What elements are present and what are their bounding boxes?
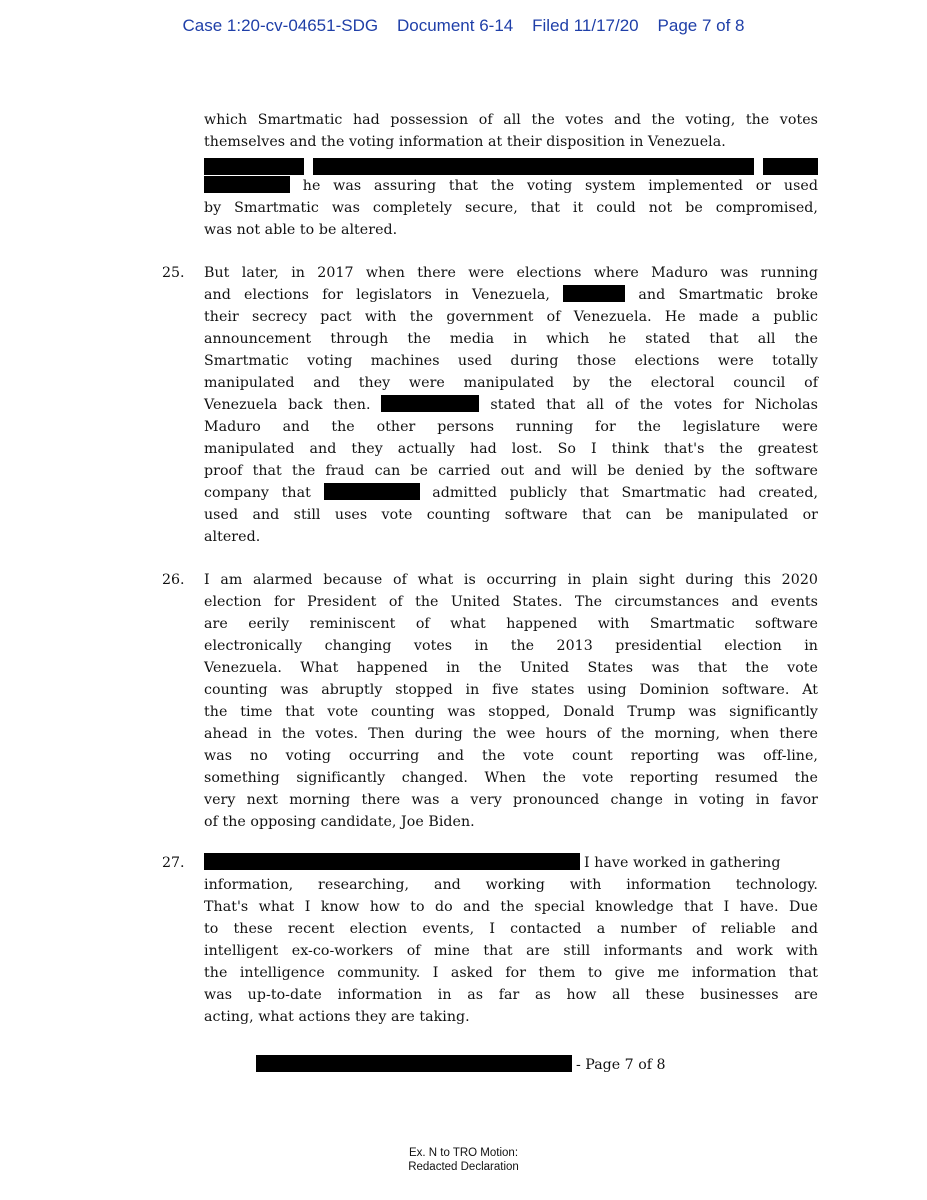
redaction-bar [324, 483, 420, 500]
text-line: are eerily reminiscent of what happened with Smartmatic software [204, 616, 818, 632]
text-line: That's what I know how to do and the special knowledge that I have. Due [204, 899, 818, 915]
text-line: the intelligence community. I asked for them to give me information that [204, 965, 818, 981]
text-fragment: Venezuela back then. [204, 397, 371, 413]
text-line: announcement through the media in which he stated that all the [204, 331, 818, 347]
text-line [204, 284, 818, 306]
text-line: was no voting occurring and the vote count reporting was off-line, [204, 748, 818, 764]
text-line: to these recent election events, I contacted a number of reliable and [204, 921, 818, 937]
text-line: Venezuela. What happened in the United States was that the vote [204, 660, 818, 676]
paragraph-number: 26. [162, 572, 185, 588]
text-fragment: I have worked in gathering [584, 855, 781, 871]
text-fragment: and Smartmatic broke [638, 287, 819, 303]
text-line: information, researching, and working with information technology. [204, 877, 818, 893]
page-indicator: Page 7 of 8 [657, 16, 745, 35]
text-line: But later, in 2017 when there were elections where Maduro was running [204, 265, 818, 281]
text-line: used and still uses vote counting software that can be manipulated or [204, 507, 818, 523]
text-line: manipulated and they actually had lost. So I think that's the greatest [204, 441, 818, 457]
text-line [204, 394, 818, 416]
exhibit-stamp [0, 1146, 927, 1174]
text-line [204, 175, 818, 197]
exhibit-description: Redacted Declaration [408, 1161, 519, 1173]
text-fragment: he was assuring that the voting system implemented or used [302, 178, 819, 194]
text-fragment: and elections for legislators in Venezuela, [204, 287, 550, 303]
text-line: Smartmatic voting machines used during those elections were totally [204, 353, 818, 369]
text-fragment: company that [204, 485, 311, 501]
text-line: acting, what actions they are taking. [204, 1009, 470, 1025]
paragraph-number: 27. [162, 855, 185, 871]
paragraph-number: 25. [162, 265, 185, 281]
document-number: Document 6-14 [397, 16, 514, 35]
continuation-paragraph [204, 109, 818, 153]
text-line: altered. [204, 529, 261, 545]
text-line: their secrecy pact with the government of Venezuela. He made a public [204, 309, 818, 325]
ecf-filing-header [0, 16, 927, 36]
page-footer [256, 1054, 666, 1076]
redaction-bar [204, 176, 290, 193]
paragraph-27 [204, 852, 818, 1028]
text-line: election for President of the United States. The circumstances and events [204, 594, 818, 610]
footer-page-label: - Page 7 of 8 [576, 1057, 666, 1073]
redaction-bar [204, 853, 580, 870]
text-line: intelligent ex-co-workers of mine that are still informants and work with [204, 943, 818, 959]
text-line: the time that vote counting was stopped, Donald Trump was significantly [204, 704, 818, 720]
paragraph-25 [204, 262, 818, 548]
redaction-bar [763, 158, 818, 175]
redaction-bar [256, 1055, 572, 1072]
text-line: counting was abruptly stopped in five states using Dominion software. At [204, 682, 818, 698]
text-line: proof that the fraud can be carried out and will be denied by the software [204, 463, 818, 479]
redaction-bar [563, 285, 625, 302]
text-line: manipulated and they were manipulated by the electoral council of [204, 375, 818, 391]
paragraph-26 [204, 569, 818, 833]
text-line: ahead in the votes. Then during the wee hours of the morning, when there [204, 726, 818, 742]
text-fragment: admitted publicly that Smartmatic had created, [432, 485, 819, 501]
text-line: Maduro and the other persons running for the legislature were [204, 419, 818, 435]
text-fragment: stated that all of the votes for Nicholas [490, 397, 819, 413]
text-line: themselves and the voting information at their disposition in Venezuela. [204, 134, 726, 150]
continuation-paragraph-tail [204, 175, 818, 241]
redaction-bar [381, 395, 479, 412]
text-line: was up-to-date information in as far as how all these businesses are [204, 987, 818, 1003]
text-line: by Smartmatic was completely secure, that it could not be compromised, [204, 200, 818, 216]
redaction-bar [204, 158, 304, 175]
filed-date: Filed 11/17/20 [532, 16, 639, 35]
text-line: I am alarmed because of what is occurring in plain sight during this 2020 [204, 572, 818, 588]
text-line [204, 482, 818, 504]
text-line: electronically changing votes in the 2013 presidential election in [204, 638, 818, 654]
text-line: very next morning there was a very pronounced change in voting in favor [204, 792, 818, 808]
case-number: Case 1:20-cv-04651-SDG [182, 16, 379, 35]
text-line: something significantly changed. When the vote reporting resumed the [204, 770, 818, 786]
text-line [204, 852, 818, 874]
text-line: which Smartmatic had possession of all the votes and the voting, the votes [204, 112, 818, 128]
text-line: of the opposing candidate, Joe Biden. [204, 814, 475, 830]
text-line: was not able to be altered. [204, 222, 398, 238]
redaction-bar [313, 158, 754, 175]
exhibit-label: Ex. N to TRO Motion: [408, 1147, 519, 1159]
